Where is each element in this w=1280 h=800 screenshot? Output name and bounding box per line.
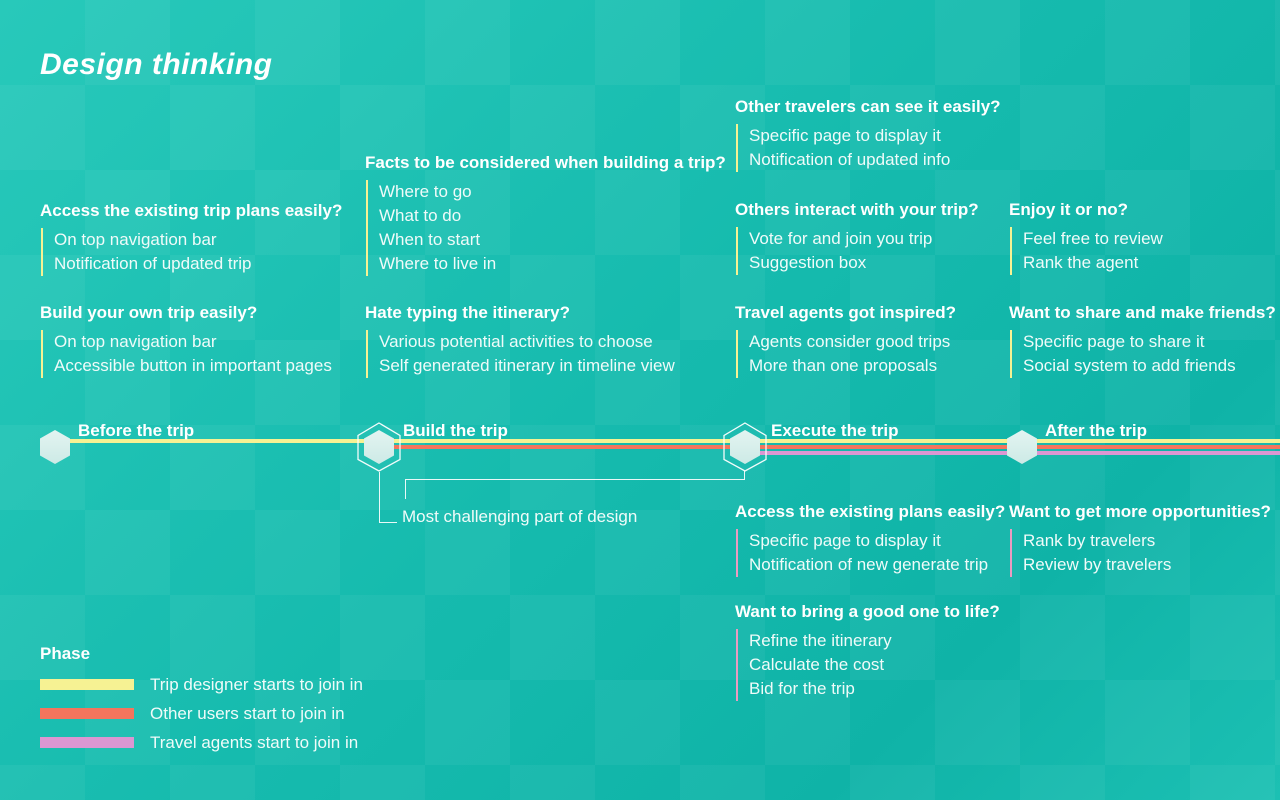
group-item: Vote for and join you trip [749, 229, 933, 248]
group-heading: Access the existing trip plans easily? [40, 201, 343, 220]
group-heading: Facts to be considered when building a trip? [365, 153, 726, 172]
phase-label: Build the trip [403, 421, 508, 440]
question-group-hate-typing-itinerary [365, 303, 675, 378]
group-heading: Enjoy it or no? [1009, 200, 1128, 219]
connector-bracket-line [405, 479, 745, 499]
phase-label: Before the trip [78, 421, 195, 440]
group-item: Agents consider good trips [749, 332, 951, 351]
question-group-access-existing-trip-plans [40, 201, 342, 276]
question-group-want-more-opportunities [1009, 502, 1271, 577]
legend-heading: Phase [40, 644, 91, 663]
hexagon-marker [1007, 430, 1037, 464]
group-heading: Hate typing the itinerary? [365, 303, 570, 322]
group-items [1010, 529, 1271, 577]
group-item: Social system to add friends [1023, 356, 1236, 375]
legend-swatch [40, 737, 134, 748]
group-item: Notification of updated trip [54, 254, 252, 273]
legend-label: Other users start to join in [150, 703, 345, 723]
group-heading: Access the existing plans easily? [735, 502, 1006, 521]
group-items [366, 180, 726, 276]
group-item: Specific page to share it [1023, 332, 1205, 351]
question-group-other-travelers-see [735, 97, 1001, 172]
group-item: Notification of updated info [749, 150, 951, 169]
group-item: Review by travelers [1023, 555, 1172, 574]
question-group-facts-building-trip [365, 153, 726, 276]
phase-label: Execute the trip [771, 421, 899, 440]
legend-swatch [40, 708, 134, 719]
group-items [1010, 330, 1276, 378]
timeline-line-other-users [379, 445, 1280, 449]
group-heading: Want to get more opportunities? [1009, 502, 1271, 521]
group-item: What to do [379, 206, 462, 225]
group-items [736, 330, 956, 378]
group-items [736, 124, 1001, 172]
question-group-want-bring-good-one [735, 602, 1000, 701]
question-group-want-share-make-friends [1009, 303, 1276, 378]
group-item: Specific page to display it [749, 126, 941, 145]
group-items [736, 227, 979, 275]
group-item: Bid for the trip [749, 679, 855, 698]
group-item: Feel free to review [1023, 229, 1163, 248]
legend-row-travel-agents [40, 728, 363, 757]
group-items [41, 228, 342, 276]
group-items [736, 629, 1000, 701]
group-items [41, 330, 332, 378]
group-heading: Want to bring a good one to life? [735, 602, 1000, 621]
group-item: Where to go [379, 182, 472, 201]
legend-rows [40, 670, 363, 757]
group-item: Where to live in [379, 254, 497, 273]
group-items [366, 330, 675, 378]
connector-tick-line [744, 471, 745, 479]
question-group-enjoy-it-or-no [1009, 200, 1163, 275]
group-heading: Build your own trip easily? [40, 303, 258, 322]
legend-label: Travel agents start to join in [150, 732, 359, 752]
annotation-text: Most challenging part of design [402, 507, 638, 526]
group-item: Rank by travelers [1023, 531, 1156, 550]
group-item: Specific page to display it [749, 531, 941, 550]
phase-legend [40, 644, 363, 757]
group-heading: Others interact with your trip? [735, 200, 979, 219]
group-item: Various potential activities to choose [379, 332, 653, 351]
legend-swatch [40, 679, 134, 690]
page-title: Design thinking [40, 48, 273, 81]
group-item: On top navigation bar [54, 230, 217, 249]
hexagon-marker [40, 430, 70, 464]
group-items [1010, 227, 1163, 275]
group-item: Refine the itinerary [749, 631, 892, 650]
group-item: When to start [379, 230, 481, 249]
group-item: On top navigation bar [54, 332, 217, 351]
group-heading: Travel agents got inspired? [735, 303, 957, 322]
group-item: Accessible button in important pages [54, 356, 332, 375]
group-item: Notification of new generate trip [749, 555, 989, 574]
phase-label: After the trip [1045, 421, 1147, 440]
question-group-access-existing-plans [735, 502, 1005, 577]
question-group-others-interact [735, 200, 979, 275]
connector-elbow-line [379, 472, 397, 523]
group-item: More than one proposals [749, 356, 938, 375]
question-group-build-your-own-trip [40, 303, 332, 378]
group-heading: Other travelers can see it easily? [735, 97, 1001, 116]
legend-row-other-users [40, 699, 363, 728]
group-item: Calculate the cost [749, 655, 885, 674]
group-item: Suggestion box [749, 253, 867, 272]
legend-label: Trip designer starts to join in [150, 674, 363, 694]
group-items [736, 529, 1005, 577]
group-item: Rank the agent [1023, 253, 1139, 272]
legend-row-trip-designer [40, 670, 363, 699]
question-group-travel-agents-inspired [735, 303, 956, 378]
group-item: Self generated itinerary in timeline view [379, 356, 675, 375]
group-heading: Want to share and make friends? [1009, 303, 1276, 322]
